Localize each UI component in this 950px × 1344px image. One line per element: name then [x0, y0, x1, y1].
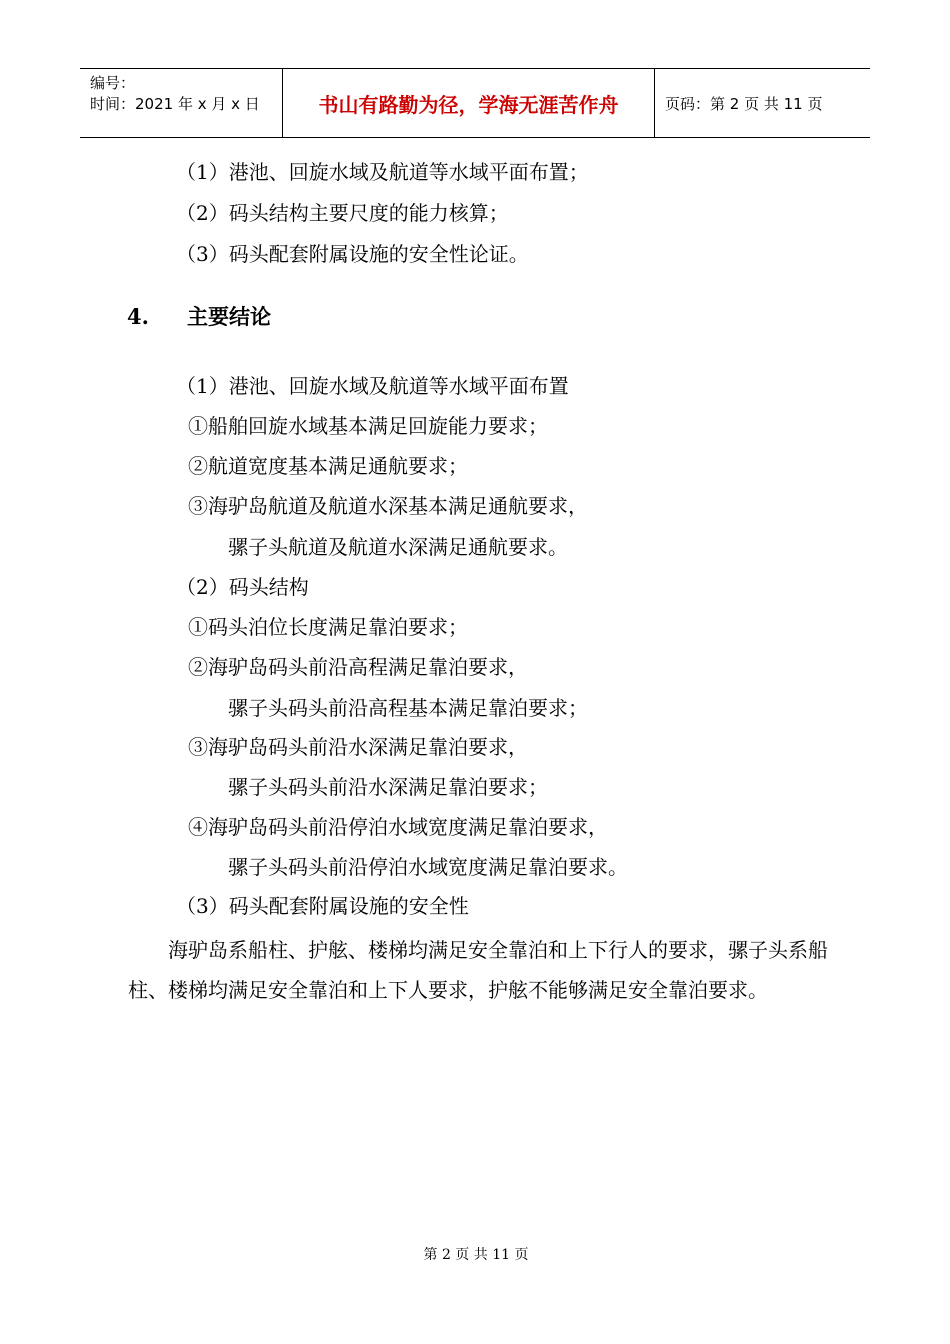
- intro-item-2: （2）码头结构主要尺度的能力核算；: [176, 201, 509, 225]
- header-page-info: 页码：第 2 页 共 11 页: [665, 94, 823, 113]
- safety-paragraph: 海驴岛系船柱、护舷、楼梯均满足安全靠泊和上下行人的要求，骡子头系船柱、楼梯均满足安全靠泊和上下人要求，护舷不能够满足安全靠泊要求。: [128, 938, 828, 1002]
- structure-item-1: ①码头泊位长度满足靠泊要求；: [188, 615, 468, 639]
- waters-item-3b: 骡子头航道及航道水深满足通航要求。: [228, 535, 568, 559]
- intro-item-1: （1）港池、回旋水域及航道等水域平面布置；: [176, 160, 589, 184]
- structure-item-3a: ③海驴岛码头前沿水深满足靠泊要求，: [188, 735, 528, 759]
- waters-item-3a: ③海驴岛航道及航道水深基本满足通航要求，: [188, 494, 588, 518]
- document-time-label: 时间：2021 年 x 月 x 日: [90, 95, 260, 113]
- header-motto: 书山有路勤为径，学海无涯苦作舟: [282, 69, 655, 137]
- structure-item-3b: 骡子头码头前沿水深满足靠泊要求；: [228, 775, 548, 799]
- page-header: [80, 68, 870, 138]
- structure-item-4a: ④海驴岛码头前沿停泊水域宽度满足靠泊要求，: [188, 815, 608, 839]
- structure-item-4b: 骡子头码头前沿停泊水域宽度满足靠泊要求。: [228, 855, 628, 879]
- intro-item-3: （3）码头配套附属设施的安全性论证。: [176, 242, 529, 266]
- safety-title: （3）码头配套附属设施的安全性: [176, 894, 469, 918]
- structure-item-2b: 骡子头码头前沿高程基本满足靠泊要求；: [228, 696, 588, 720]
- structure-title: （2）码头结构: [176, 575, 309, 599]
- structure-item-2a: ②海驴岛码头前沿高程满足靠泊要求，: [188, 655, 528, 679]
- header-left-cell: [80, 69, 282, 137]
- waters-item-2: ②航道宽度基本满足通航要求；: [188, 454, 468, 478]
- section-number: 4.: [127, 304, 149, 329]
- waters-title: （1）港池、回旋水域及航道等水域平面布置: [176, 374, 569, 398]
- section-title: 主要结论: [187, 304, 271, 329]
- page-footer: 第 2 页 共 11 页: [423, 1247, 529, 1263]
- document-number-label: 编号：: [90, 74, 136, 92]
- waters-item-1: ①船舶回旋水域基本满足回旋能力要求；: [188, 414, 548, 438]
